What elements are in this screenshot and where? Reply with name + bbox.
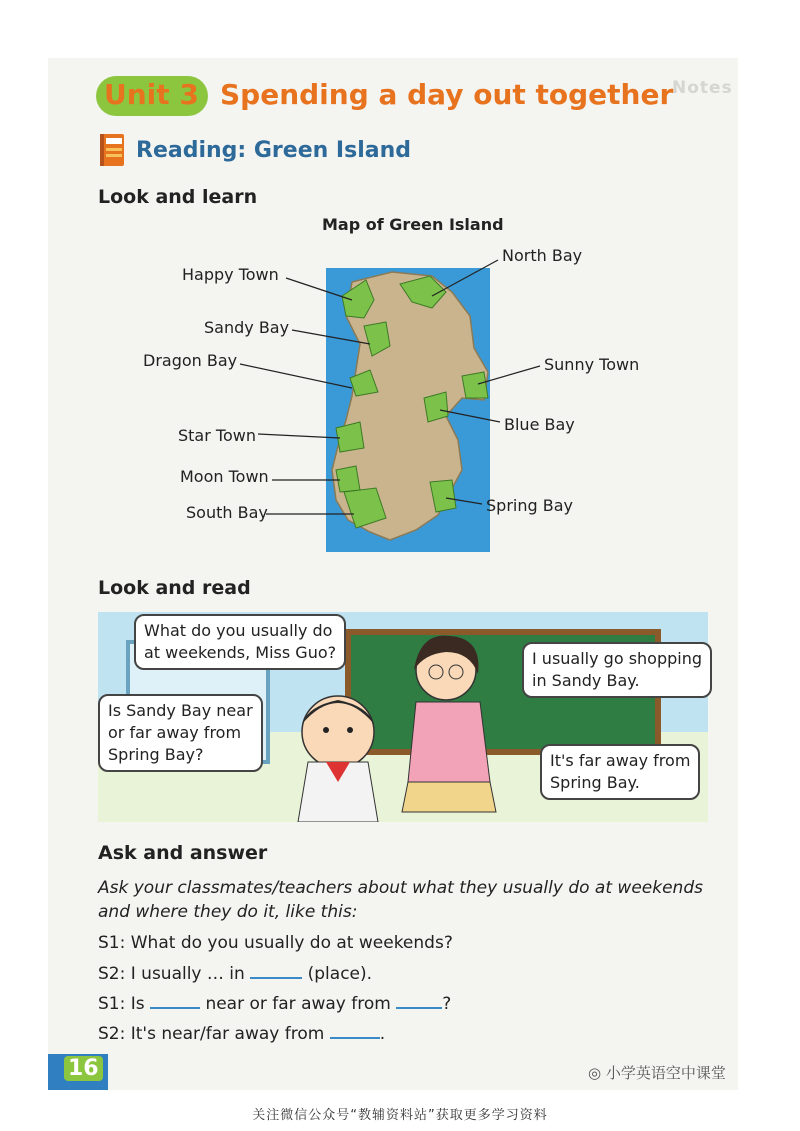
dialogue-text: near or far away from	[205, 994, 391, 1014]
speech-bubble-teacher-answer	[522, 642, 712, 698]
dialogue-line-4	[98, 1023, 385, 1044]
dialogue-text: I usually … in	[130, 964, 245, 984]
notes-label: Notes	[672, 78, 733, 98]
watermark-text	[588, 1062, 726, 1083]
map-label-sunny-town: Sunny Town	[544, 355, 640, 374]
dialogue-text: .	[379, 1024, 386, 1044]
dialogue-line-2	[98, 963, 372, 984]
ask-instructions: Ask your classmates/teachers about what they usually do at weekends and where they do it, like this:	[98, 878, 703, 922]
look-and-read-heading: Look and read	[98, 577, 251, 599]
map-label-spring-bay: Spring Bay	[486, 496, 573, 515]
map-label-star-town: Star Town	[178, 426, 256, 445]
speaker-label: S2:	[98, 1024, 126, 1044]
dialogue-text: ?	[442, 994, 452, 1014]
bubble-line: Spring Bay?	[108, 745, 204, 764]
watermark-label: 小学英语空中课堂	[605, 1064, 726, 1082]
bubble-line: I usually go shopping	[532, 649, 703, 668]
bubble-line: What do you usually do	[144, 621, 333, 640]
dialogue-text: Is	[130, 994, 145, 1014]
fill-in-blank	[396, 993, 442, 1009]
speaker-label: S2:	[98, 964, 126, 984]
map-label-blue-bay: Blue Bay	[504, 415, 575, 434]
dialogue-text: It's near/far away from	[130, 1024, 325, 1044]
speaker-label: S1:	[98, 933, 126, 953]
bubble-line: at weekends, Miss Guo?	[144, 643, 337, 662]
bubble-line: in Sandy Bay.	[532, 671, 640, 690]
unit-title: Spending a day out together	[220, 78, 674, 111]
ask-and-answer-heading: Ask and answer	[98, 842, 268, 864]
speaker-label: S1:	[98, 994, 126, 1014]
wechat-icon: ◎	[588, 1064, 606, 1082]
look-and-learn-heading: Look and learn	[98, 186, 258, 208]
bubble-line: Is Sandy Bay near	[108, 701, 253, 720]
map-label-sandy-bay: Sandy Bay	[204, 318, 290, 337]
fill-in-blank	[330, 1023, 380, 1039]
map-label-north-bay: North Bay	[502, 246, 583, 265]
dialogue-text: What do you usually do at weekends?	[130, 933, 453, 953]
page-number: 16	[64, 1056, 103, 1081]
bubble-line: It's far away from	[550, 751, 691, 770]
speech-bubble-girl-question	[134, 614, 346, 670]
map-label-south-bay: South Bay	[186, 503, 268, 522]
unit-label: Unit 3	[104, 78, 199, 111]
dialogue-text: (place).	[307, 964, 373, 984]
reading-title: Reading: Green Island	[136, 138, 412, 163]
speech-bubble-girl-near-far	[98, 694, 263, 772]
map-label-happy-town: Happy Town	[182, 265, 279, 284]
page-number-tab	[48, 1054, 108, 1090]
dialogue-line-3	[98, 993, 451, 1014]
dialogue-line-1	[98, 933, 453, 953]
bubble-line: or far away from	[108, 723, 242, 742]
map-label-dragon-bay: Dragon Bay	[143, 351, 238, 370]
fill-in-blank	[250, 963, 302, 979]
map-label-moon-town: Moon Town	[180, 467, 269, 486]
speech-bubble-teacher-far	[540, 744, 700, 800]
bubble-line: Spring Bay.	[550, 773, 640, 792]
footer-note: 关注微信公众号“教辅资料站”获取更多学习资料	[252, 1108, 548, 1123]
map-title: Map of Green Island	[322, 215, 504, 234]
fill-in-blank	[150, 993, 200, 1009]
